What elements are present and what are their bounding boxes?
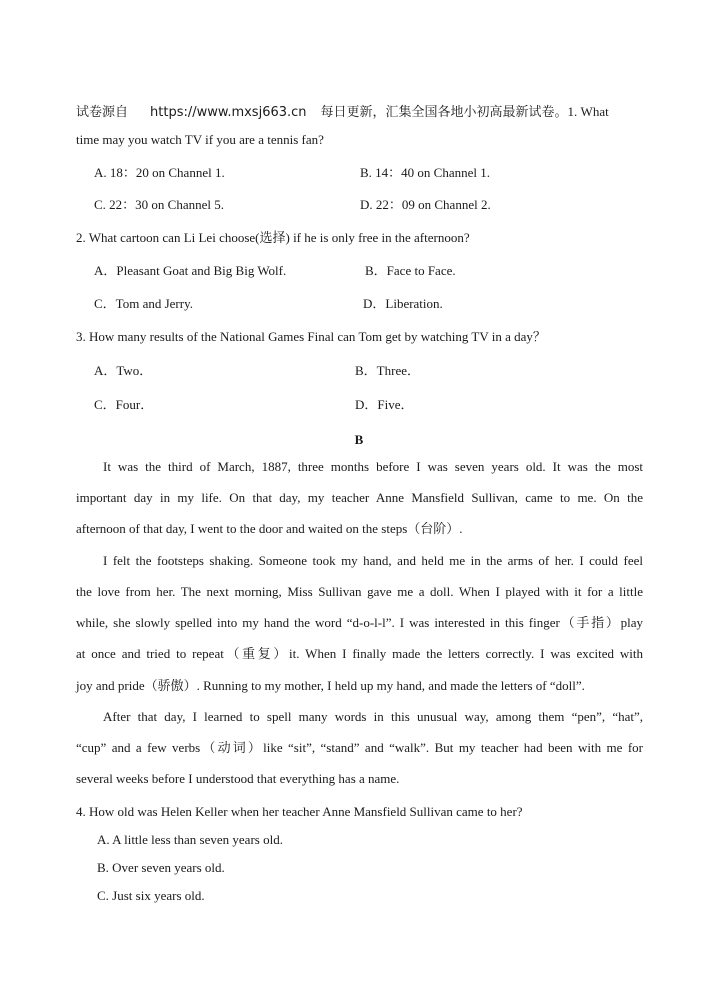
passage-line: at once and tried to repeat（重复）it. When I finally made the letters correctly. I was excited with <box>76 646 643 661</box>
q2-option-a: A．Pleasant Goat and Big Big Wolf. <box>94 263 287 278</box>
q1-option-a: A. 18：20 on Channel 1. <box>94 165 225 180</box>
q4-option-a: A. A little less than seven years old. <box>97 832 283 847</box>
passage-line: the love from her. The next morning, Miss Sullivan gave me a doll. When I played with it for a little <box>76 584 643 599</box>
source-url[interactable]: https://www.mxsj663.cn <box>150 105 307 120</box>
passage-line: several weeks before I understood that everything has a name. <box>76 771 400 786</box>
q2-option-b: B．Face to Face. <box>365 263 456 278</box>
q3-option-a: A．Two． <box>94 363 153 378</box>
q2-option-c: C．Tom and Jerry. <box>94 296 193 311</box>
passage-line: important day in my life. On that day, my teacher Anne Mansfield Sullivan, came to me. On the <box>76 490 643 505</box>
source-label: 试卷源自 <box>76 105 129 120</box>
passage-line: afternoon of that day, I went to the door and waited on the steps（台阶）. <box>76 521 463 536</box>
q1-stem-part1: 1. What <box>567 104 609 119</box>
section-b-heading: B <box>354 432 364 447</box>
passage-line: “cup” and a few verbs（动词）like “sit”, “stand” and “walk”. But my teacher had been with me for <box>76 740 643 755</box>
source-note: 每日更新，汇集全国各地小初高最新试卷。 <box>320 105 568 120</box>
passage-line: I felt the footsteps shaking. Someone took my hand, and held me in the arms of her. I could feel <box>103 553 643 568</box>
q3-option-c: C．Four． <box>94 397 154 412</box>
q1-stem-part2: time may you watch TV if you are a tennis fan? <box>76 132 324 147</box>
passage-line: After that day, I learned to spell many words in this unusual way, among them “pen”, “hat”, <box>103 709 643 724</box>
q1-option-c: C. 22：30 on Channel 5. <box>94 197 224 212</box>
q3-option-d: D．Five． <box>355 397 414 412</box>
header-line <box>76 103 609 122</box>
q2-stem: 2. What cartoon can Li Lei choose(选择) if he is only free in the afternoon? <box>76 230 470 245</box>
q4-option-b: B. Over seven years old. <box>97 860 225 875</box>
q4-stem: 4. How old was Helen Keller when her teacher Anne Mansfield Sullivan came to her? <box>76 804 523 819</box>
q3-option-b: B．Three． <box>355 363 420 378</box>
q1-option-d: D. 22：09 on Channel 2. <box>360 197 491 212</box>
q2-option-d: D．Liberation. <box>363 296 443 311</box>
q1-option-b: B. 14：40 on Channel 1. <box>360 165 490 180</box>
passage-line: joy and pride（骄傲）. Running to my mother, I held up my hand, and made the letters of “doll”. <box>76 678 585 693</box>
q3-stem: 3. How many results of the National Games Final can Tom get by watching TV in a day？ <box>76 329 546 344</box>
passage-line: while, she slowly spelled into my hand the word “d-o-l-l”. I was interested in this finger（手指）play <box>76 615 643 630</box>
q4-option-c: C. Just six years old. <box>97 888 205 903</box>
passage-line: It was the third of March, 1887, three months before I was seven years old. It was the most <box>103 459 643 474</box>
